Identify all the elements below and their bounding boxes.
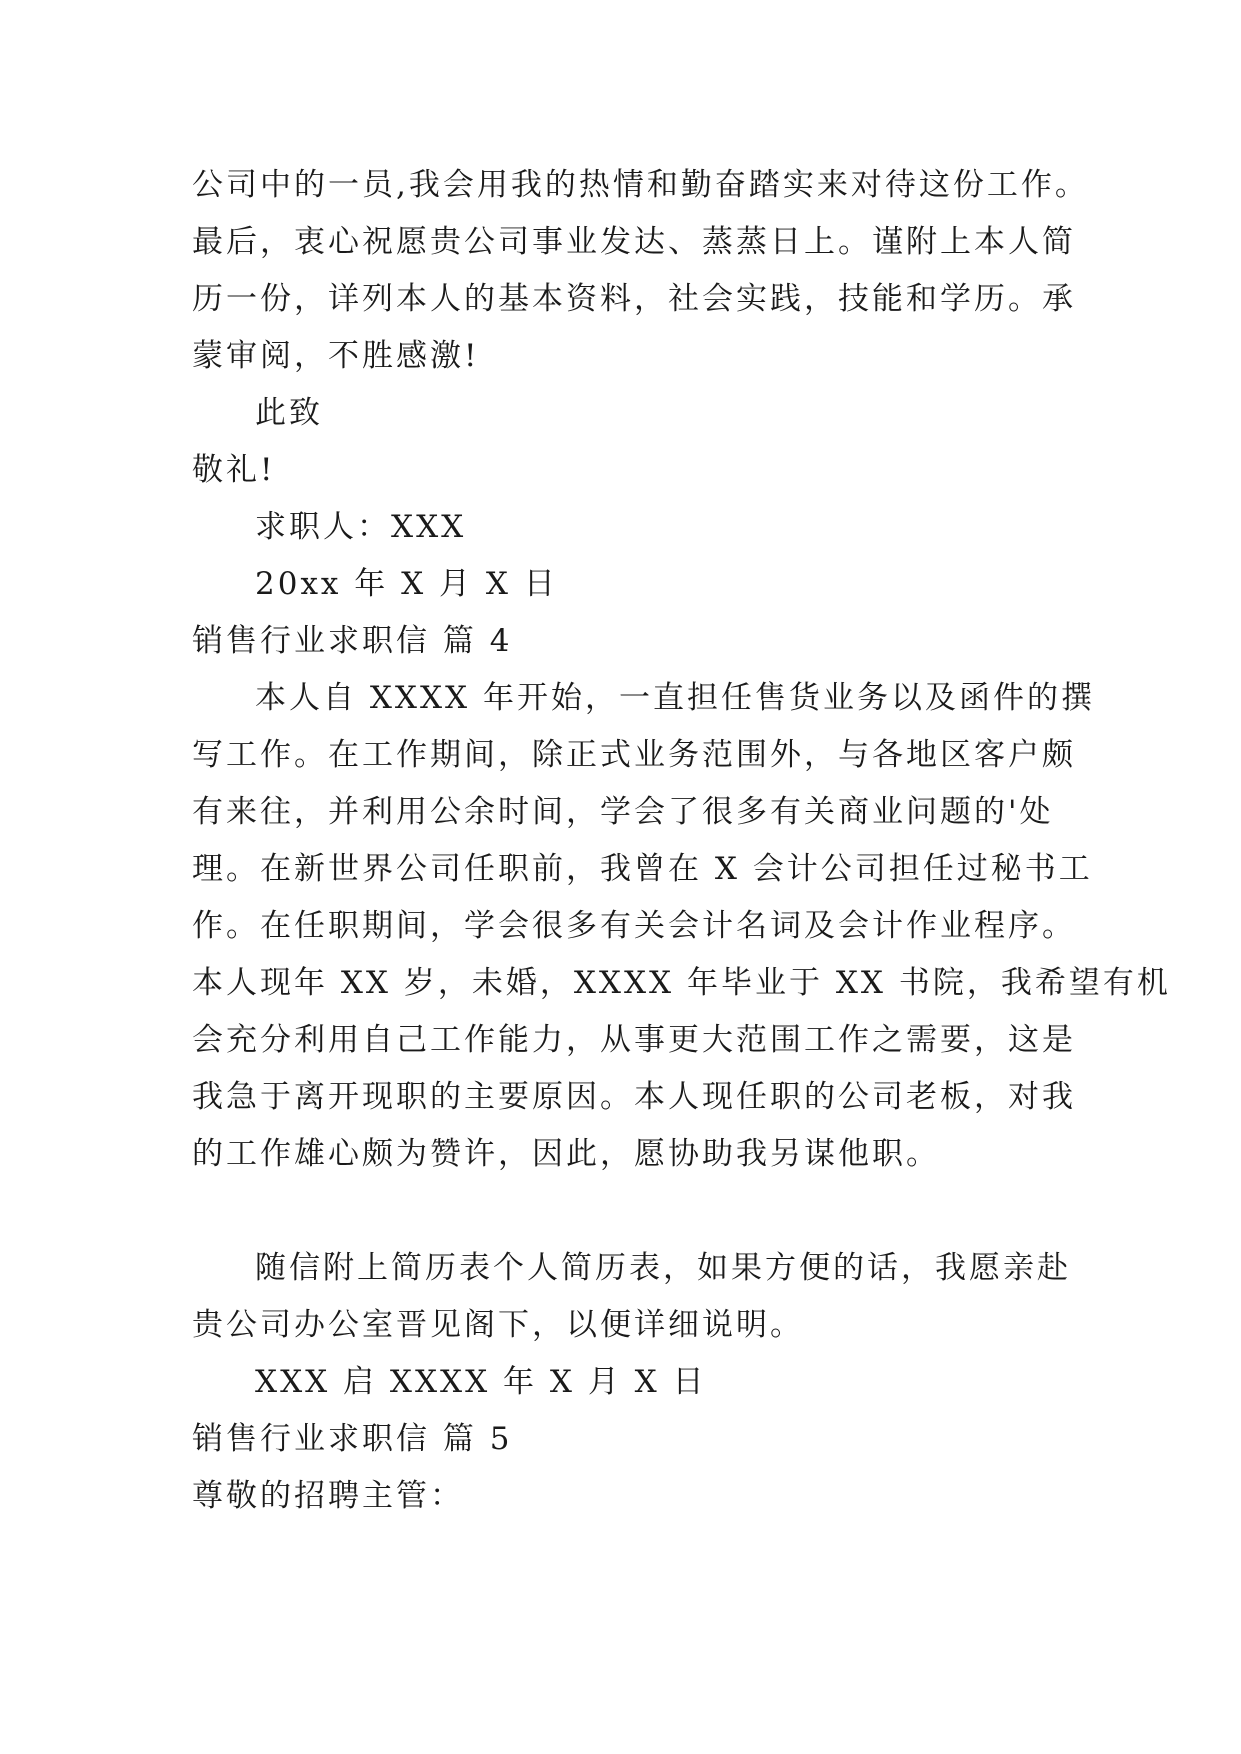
text-line: 有来往，并利用公余时间，学会了很多有关商业问题的'处 [192, 794, 1054, 830]
section-heading: 销售行业求职信 篇 4 [192, 623, 513, 659]
text-line: 公司中的一员,我会用我的热情和勤奋踏实来对待这份工作。 [192, 167, 1089, 203]
salutation-regards: 敬礼! [192, 452, 276, 488]
greeting: 尊敬的招聘主管： [192, 1478, 464, 1514]
salutation-closing: 此致 [255, 395, 323, 431]
text-line: 贵公司办公室晋见阁下，以便详细说明。 [192, 1307, 804, 1343]
text-line: 写工作。在工作期间，除正式业务范围外，与各地区客户颇 [192, 737, 1076, 773]
text-line: 我急于离开现职的主要原因。本人现任职的公司老板，对我 [192, 1079, 1076, 1115]
letter-date: 20xx 年 X 月 X 日 [255, 566, 558, 602]
section-heading: 销售行业求职信 篇 5 [192, 1421, 513, 1457]
text-line: 理。在新世界公司任职前，我曾在 X 会计公司担任过秘书工 [192, 851, 1093, 887]
text-line: 随信附上简历表个人简历表，如果方便的话，我愿亲赴 [255, 1250, 1071, 1286]
applicant-signature: 求职人：XXX [255, 509, 467, 545]
text-line: 本人自 XXXX 年开始，一直担任售货业务以及函件的撰 [255, 680, 1095, 716]
text-line: 本人现年 XX 岁，未婚，XXXX 年毕业于 XX 书院，我希望有机 [192, 965, 1171, 1001]
text-line: 会充分利用自己工作能力，从事更大范围工作之需要，这是 [192, 1022, 1076, 1058]
text-line: 作。在任职期间，学会很多有关会计名词及会计作业程序。 [192, 908, 1076, 944]
signature-date: XXX 启 XXXX 年 X 月 X 日 [255, 1364, 707, 1400]
text-line: 最后，衷心祝愿贵公司事业发达、蒸蒸日上。谨附上本人简 [192, 224, 1076, 260]
text-line: 历一份，详列本人的基本资料，社会实践，技能和学历。承 [192, 281, 1076, 317]
text-line: 蒙审阅，不胜感激! [192, 338, 480, 374]
text-line: 的工作雄心颇为赞许，因此，愿协助我另谋他职。 [192, 1136, 940, 1172]
